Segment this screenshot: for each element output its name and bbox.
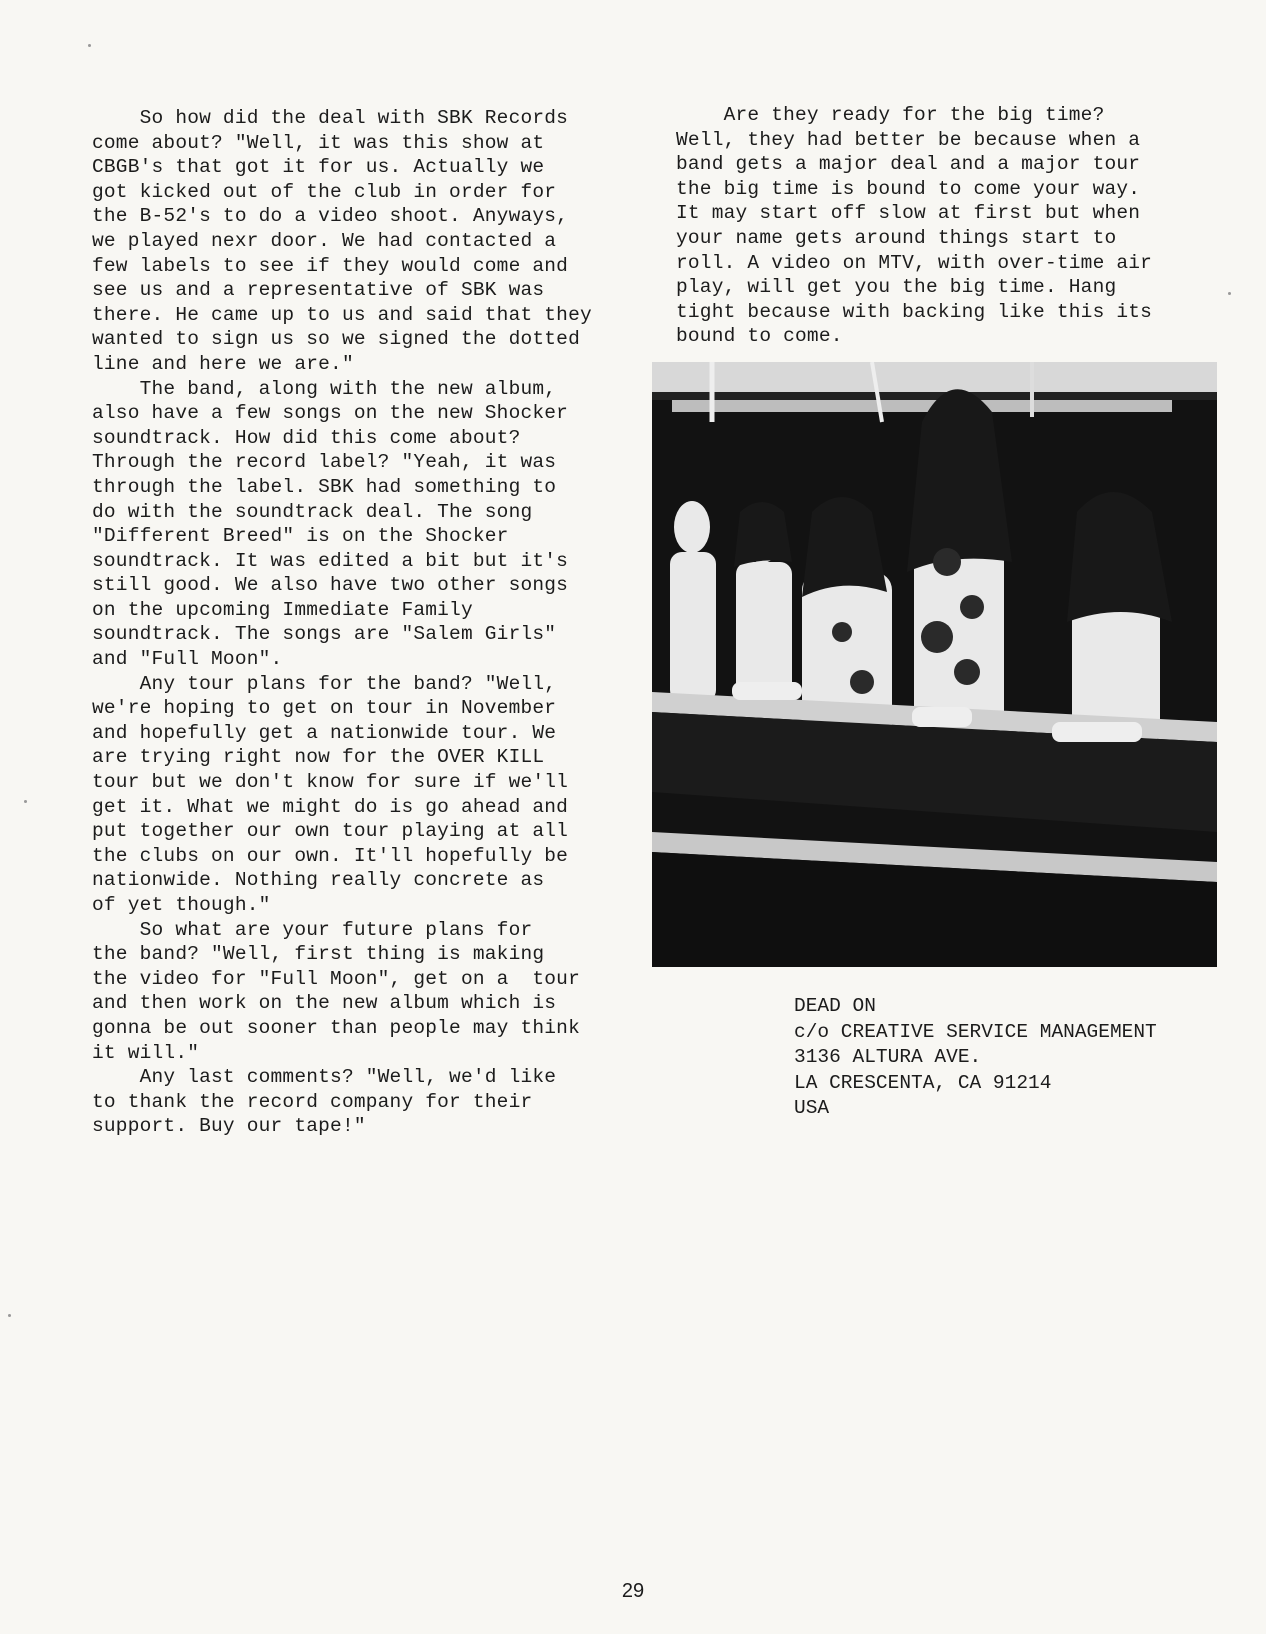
article-line: CBGB's that got it for us. Actually we	[92, 156, 545, 179]
article-line: nationwide. Nothing really concrete as	[92, 869, 545, 892]
article-line: tour but we don't know for sure if we'll	[92, 771, 569, 794]
article-line: wanted to sign us so we signed the dotted	[92, 328, 580, 351]
article-line: soundtrack. It was edited a bit but it's	[92, 549, 569, 572]
article-line: The band, along with the new album,	[92, 377, 557, 400]
article-line: see us and a representative of SBK was	[92, 279, 545, 302]
article-line: So how did the deal with SBK Records	[92, 107, 569, 129]
band-photo-graphic	[652, 362, 1217, 967]
article-line: on the upcoming Immediate Family	[92, 598, 473, 621]
address-line: 3136 ALTURA AVE.	[794, 1046, 982, 1069]
article-line: band gets a major deal and a major tour	[676, 153, 1141, 176]
article-left-column	[92, 106, 632, 1139]
article-line: line and here we are."	[92, 352, 354, 375]
article-line: come about? "Well, it was this show at	[92, 131, 545, 154]
article-line: there. He came up to us and said that they	[92, 303, 592, 326]
scan-speck	[24, 800, 27, 803]
article-line: roll. A video on MTV, with over-time air	[676, 251, 1153, 274]
article-line: and then work on the new album which is	[92, 992, 557, 1015]
article-line: play, will get you the big time. Hang	[676, 276, 1117, 299]
article-line: get it. What we might do is go ahead and	[92, 795, 569, 818]
article-line: Are they ready for the big time?	[676, 104, 1105, 126]
article-right-column	[676, 103, 1196, 349]
article-line: the big time is bound to come your way.	[676, 177, 1141, 200]
article-line: your name gets around things start to	[676, 226, 1117, 249]
band-contact-address	[794, 994, 1157, 1122]
article-line: the band? "Well, first thing is making	[92, 943, 545, 966]
article-line: the clubs on our own. It'll hopefully be	[92, 844, 569, 867]
address-line: c/o CREATIVE SERVICE MANAGEMENT	[794, 1020, 1157, 1043]
scan-speck	[1228, 292, 1231, 295]
article-line: So what are your future plans for	[92, 918, 533, 941]
article-line: the video for "Full Moon", get on a tour	[92, 967, 580, 990]
article-line: got kicked out of the club in order for	[92, 180, 557, 203]
page-number: 29	[621, 1580, 645, 1602]
article-line: It may start off slow at first but when	[676, 202, 1141, 225]
article-line: and hopefully get a nationwide tour. We	[92, 721, 557, 744]
article-line: few labels to see if they would come and	[92, 254, 569, 277]
article-line: "Different Breed" is on the Shocker	[92, 525, 509, 548]
article-line: Any last comments? "Well, we'd like	[92, 1066, 557, 1089]
article-line: do with the soundtrack deal. The song	[92, 500, 533, 523]
article-line: we played nexr door. We had contacted a	[92, 229, 557, 252]
article-line: Through the record label? "Yeah, it was	[92, 451, 557, 474]
article-line: Any tour plans for the band? "Well,	[92, 672, 557, 695]
article-line: gonna be out sooner than people may think	[92, 1016, 580, 1039]
article-line: put together our own tour playing at all	[92, 820, 569, 843]
article-line: and "Full Moon".	[92, 648, 283, 671]
address-line: DEAD ON	[794, 995, 876, 1017]
article-line: it will."	[92, 1041, 200, 1064]
article-line: of yet though."	[92, 894, 271, 916]
band-photo	[652, 362, 1217, 967]
address-line: USA	[794, 1097, 830, 1120]
article-line: are trying right now for the OVER KILL	[92, 746, 545, 769]
address-line: LA CRESCENTA, CA 91214	[794, 1071, 1052, 1094]
article-line: also have a few songs on the new Shocker	[92, 402, 569, 425]
article-line: to thank the record company for their	[92, 1090, 533, 1113]
scan-speck	[8, 1314, 11, 1317]
article-line: soundtrack. How did this come about?	[92, 426, 521, 449]
article-line: through the label. SBK had something to	[92, 475, 557, 498]
article-line: soundtrack. The songs are "Salem Girls"	[92, 623, 557, 646]
scan-speck	[88, 44, 91, 47]
article-line: still good. We also have two other songs	[92, 574, 569, 597]
article-line: we're hoping to get on tour in November	[92, 697, 557, 720]
article-line: bound to come.	[676, 325, 843, 348]
article-line: the B-52's to do a video shoot. Anyways,	[92, 205, 569, 228]
article-line: tight because with backing like this its	[676, 300, 1153, 323]
article-line: support. Buy our tape!"	[92, 1115, 366, 1138]
article-line: Well, they had better be because when a	[676, 128, 1141, 151]
